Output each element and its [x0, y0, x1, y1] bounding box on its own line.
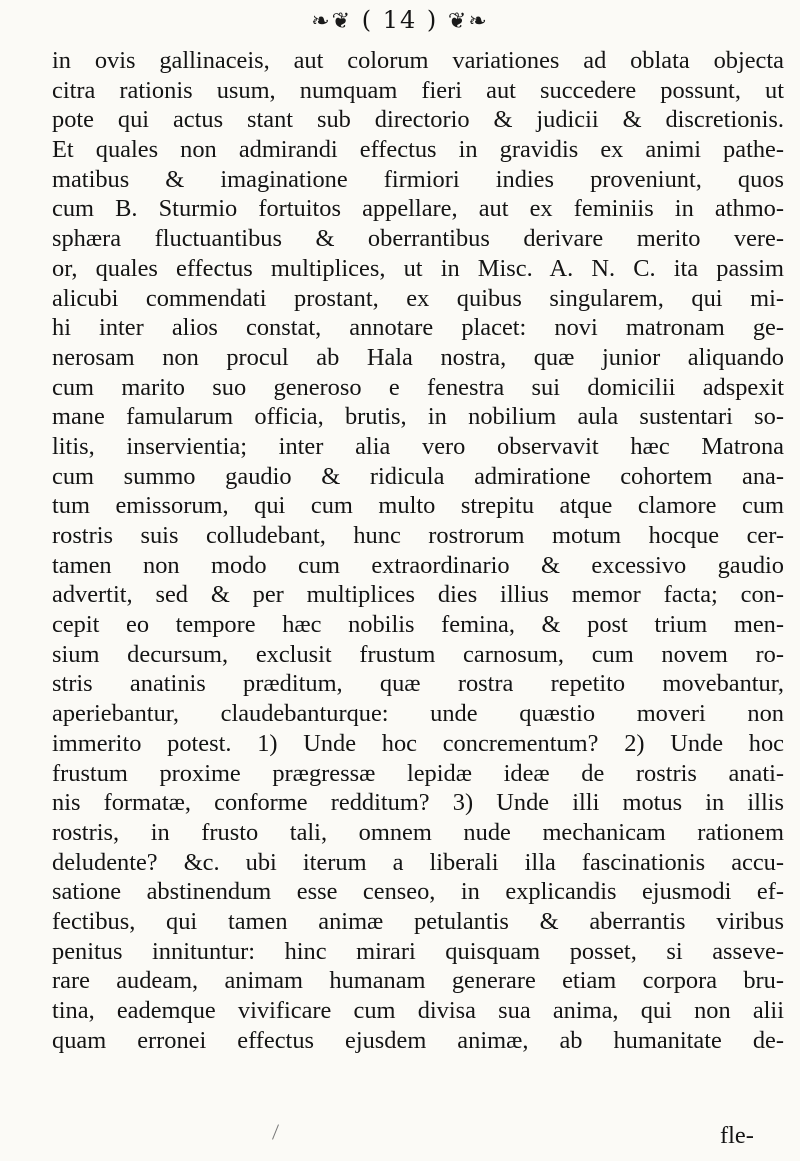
text-line: matibus & imaginatione firmiori indies proveniunt, quos [52, 165, 784, 193]
right-ornament-icon: ❦❧ [447, 9, 489, 34]
text-line: deludente? &c. ubi iterum a liberali illa fascinationis accu- [52, 848, 784, 876]
page-number: ( 14 ) [361, 6, 439, 34]
text-line: quam erronei effectus ejusdem animæ, ab humanitate de- [52, 1026, 784, 1054]
text-line: sphæra fluctuantibus & oberrantibus derivare merito vere- [52, 225, 784, 253]
running-head [0, 6, 800, 34]
body-text [52, 46, 784, 1055]
text-line: mane famularum officia, brutis, in nobilium aula sustentari so- [52, 403, 784, 431]
text-line: nis formatæ, conforme redditum? 3) Unde illi motus in illis [52, 789, 784, 817]
text-line: penitus innituntur: hinc mirari quisquam posset, si asseve- [52, 937, 784, 965]
text-line: advertit, sed & per multiplices dies illius memor facta; con- [52, 581, 784, 609]
text-line: tamen non modo cum extraordinario & excessivo gaudio [52, 551, 784, 579]
text-line: Et quales non admirandi effectus in gravidis ex animi pathe- [52, 136, 784, 164]
text-line: alicubi commendati prostant, ex quibus singularem, qui mi- [52, 284, 784, 312]
catchword: fle- [720, 1122, 754, 1149]
text-line: tina, eademque vivificare cum divisa sua anima, qui non alii [52, 997, 784, 1024]
text-line: sium decursum, exclusit frustum carnosum, cum novem ro- [52, 640, 784, 668]
text-line: pote qui actus stant sub directorio & judicii & discretionis. [52, 106, 784, 134]
text-line: tum emissorum, qui cum multo strepitu atque clamore cum [52, 492, 784, 520]
text-line: nerosam non procul ab Hala nostra, quæ junior aliquando [52, 343, 784, 371]
text-line: rostris suis colludebant, hunc rostrorum motum hocque cer- [52, 522, 784, 549]
left-ornament-icon: ❧❦ [311, 9, 353, 34]
text-line: rostris, in frusto tali, omnem nude mechanicam rationem [52, 818, 784, 846]
text-line: citra rationis usum, numquam fieri aut succedere possunt, ut [52, 76, 784, 104]
text-line: immerito potest. 1) Unde hoc concrementum? 2) Unde hoc [52, 729, 784, 757]
text-line: aperiebantur, claudebanturque: unde quæstio moveri non [52, 700, 784, 728]
text-line: or, quales effectus multiplices, ut in Misc. A. N. C. ita passim [52, 254, 784, 282]
text-line: satione abstinendum esse censeo, in explicandis ejusmodi ef- [52, 878, 784, 906]
text-line: cepit eo tempore hæc nobilis femina, & post trium men- [52, 611, 784, 639]
text-line: cum B. Sturmio fortuitos appellare, aut ex feminiis in athmo- [52, 195, 784, 223]
text-line: cum marito suo generoso e fenestra sui domicilii adspexit [52, 373, 784, 401]
text-line: hi inter alios constat, annotare placet: novi matronam ge- [52, 314, 784, 342]
ink-mark [272, 1124, 279, 1139]
text-line: fectibus, qui tamen animæ petulantis & aberrantis viribus [52, 907, 784, 935]
text-line: in ovis gallinaceis, aut colorum variationes ad oblata objecta [52, 47, 784, 74]
text-line: rare audeam, animam humanam generare etiam corpora bru- [52, 967, 784, 995]
text-line: cum summo gaudio & ridicula admiratione cohortem ana- [52, 462, 784, 490]
text-line: litis, inservientia; inter alia vero observavit hæc Matrona [52, 432, 784, 460]
text-line: stris anatinis præditum, quæ rostra repetito movebantur, [52, 670, 784, 698]
text-line: frustum proxime prægressæ lepidæ ideæ de rostris anati- [52, 759, 784, 787]
